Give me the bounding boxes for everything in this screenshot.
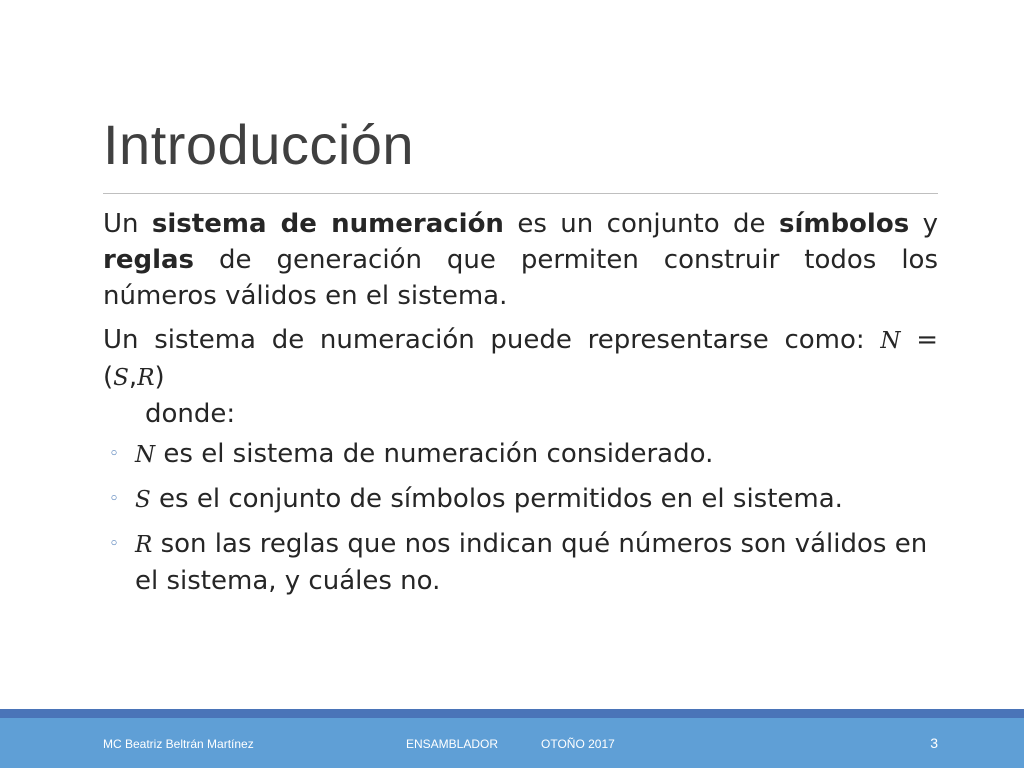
representation-text: Un sistema de numeración puede representarse como: bbox=[103, 325, 881, 355]
bullet-s bbox=[103, 481, 938, 518]
symbol-s: S bbox=[113, 365, 129, 391]
bullet-text-s: es el conjunto de símbolos permitidos en el sistema. bbox=[150, 484, 843, 514]
slide-body bbox=[103, 206, 938, 607]
slide-title: Introducción bbox=[103, 113, 415, 176]
donde-label: donde: bbox=[145, 399, 236, 429]
footer-term: OTOÑO 2017 bbox=[541, 737, 615, 751]
bullet-n bbox=[103, 436, 938, 473]
definition-text-1: Un bbox=[103, 209, 152, 239]
definition-bold-reglas: reglas bbox=[103, 245, 194, 275]
bullet-symbol-s: S bbox=[135, 487, 151, 513]
footer-course: ENSAMBLADOR bbox=[406, 737, 499, 751]
bullet-symbol-r: R bbox=[135, 532, 153, 558]
footer-author: MC Beatriz Beltrán Martínez bbox=[103, 737, 254, 751]
symbol-r: R bbox=[137, 365, 155, 391]
definition-bold-simbolos: símbolos bbox=[778, 209, 910, 239]
equation-open: =( bbox=[103, 325, 938, 392]
equation-close: ) bbox=[154, 362, 165, 392]
equation-comma: , bbox=[128, 362, 138, 392]
bullet-circle-icon: ◦ bbox=[109, 489, 120, 509]
bullet-symbol-n: N bbox=[135, 442, 156, 468]
bullet-circle-icon: ◦ bbox=[109, 444, 120, 464]
representation-paragraph bbox=[103, 322, 938, 396]
footer-accent-band bbox=[0, 709, 1024, 718]
symbol-n: N bbox=[880, 328, 901, 354]
definition-text-4: de generación que permiten construir todos los números válidos en el sistema. bbox=[103, 245, 938, 311]
bullet-text-n: es el sistema de numeración considerado. bbox=[155, 439, 714, 469]
definition-text-2: es un conjunto de bbox=[503, 209, 779, 239]
definition-bullets bbox=[103, 436, 938, 599]
page-number: 3 bbox=[930, 735, 938, 751]
bullet-r bbox=[103, 526, 938, 599]
bullet-text-r: son las reglas que nos indican qué números son válidos en el sistema, y cuáles no. bbox=[135, 529, 928, 596]
definition-bold-sistema: sistema de numeración bbox=[151, 209, 504, 239]
title-divider bbox=[103, 193, 938, 194]
definition-paragraph bbox=[103, 206, 938, 314]
bullet-circle-icon: ◦ bbox=[109, 534, 120, 554]
definition-text-3: y bbox=[909, 209, 938, 239]
